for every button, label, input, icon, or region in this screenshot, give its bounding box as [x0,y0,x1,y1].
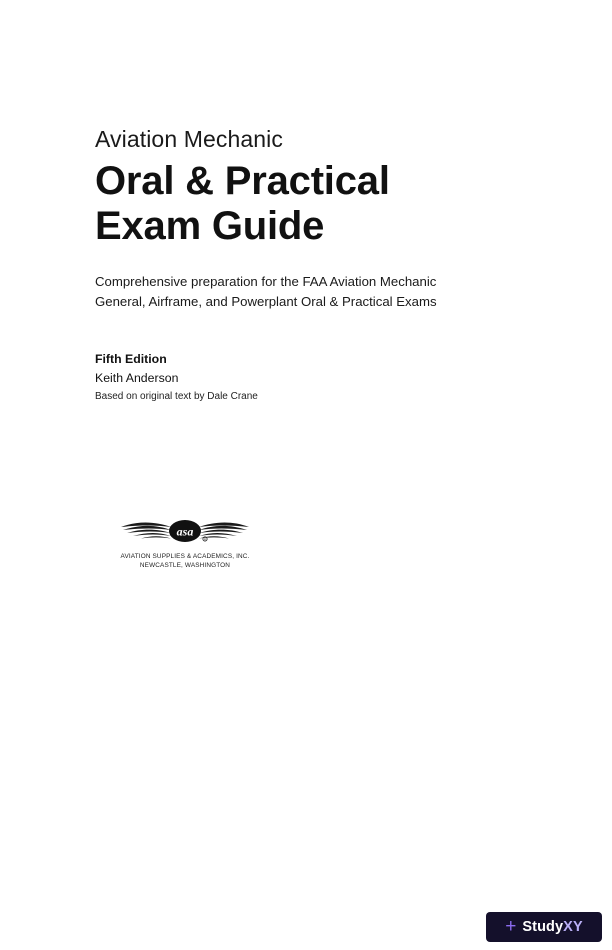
publisher-name: AVIATION SUPPLIES & ACADEMICS, INC. [120,553,250,560]
publisher-location: NEWCASTLE, WASHINGTON [139,562,231,570]
page-title [95,159,535,249]
studyxy-watermark-badge [486,912,602,942]
title-block [95,126,535,249]
title-line-2: Exam Guide [95,203,325,248]
based-on-note: Based on original text by Dale Crane [95,391,258,402]
subtitle-line-2: General, Airframe, and Powerplant Oral & Practical Exams [95,294,437,310]
watermark-suffix: XY [563,919,583,935]
subtitle [95,272,525,312]
svg-text:asa: asa [176,524,194,539]
author-name: Keith Anderson [95,371,179,385]
series-line: Aviation Mechanic [95,126,283,152]
author-block [95,352,495,402]
watermark-name: Study [522,919,564,935]
svg-text:R: R [203,537,207,542]
publisher-block [95,512,275,571]
subtitle-line-1: Comprehensive preparation for the FAA Aviation Mechanic [95,274,437,289]
asa-winged-logo-icon [119,512,251,548]
watermark-label [522,919,582,935]
plus-icon: + [505,915,517,937]
edition-label: Fifth Edition [95,352,167,366]
title-line-1: Oral & Practical [95,159,390,204]
